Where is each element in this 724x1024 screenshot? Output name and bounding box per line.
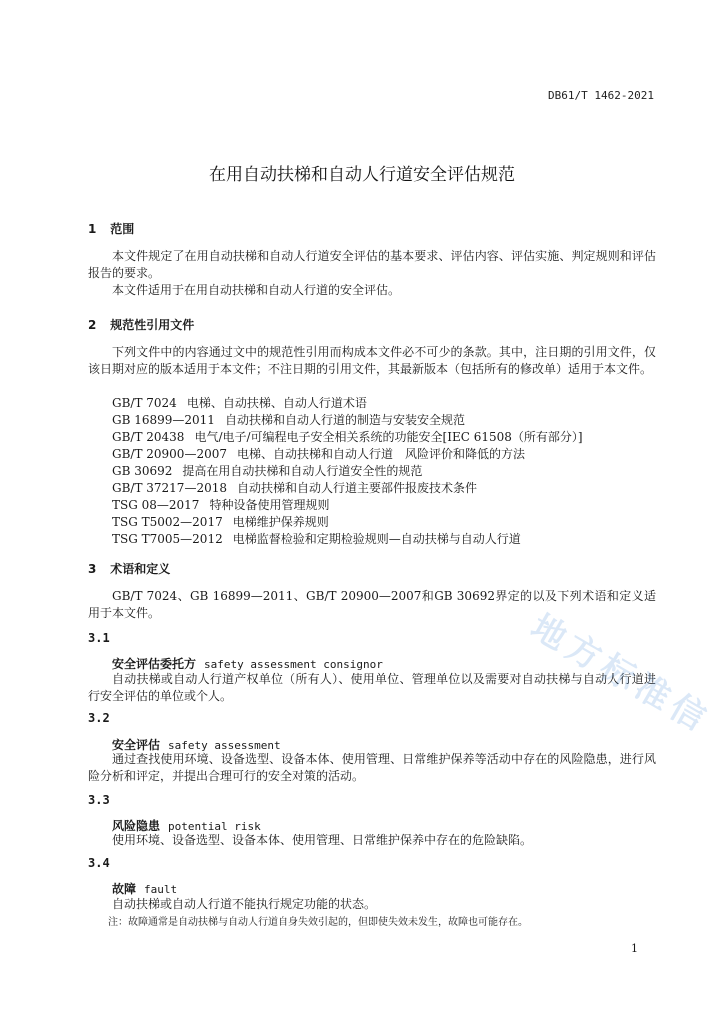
section-2-heading (88, 316, 194, 333)
section-title: 规范性引用文件 (110, 318, 195, 332)
reference-code: GB/T 20900—2007 (112, 447, 227, 461)
page-number: 1 (631, 942, 638, 955)
reference-name: 电梯、自动扶梯、自动人行道术语 (186, 396, 367, 410)
document-title: 在用自动扶梯和自动人行道安全评估规范 (209, 165, 515, 185)
term-number: 3.1 (88, 631, 110, 645)
reference-code: GB 16899—2011 (112, 413, 215, 427)
reference-name: 特种设备使用管理规则 (209, 498, 330, 512)
reference-name: 电梯、自动扶梯和自动人行道 风险评价和降低的方法 (236, 447, 525, 461)
reference-item (112, 428, 583, 445)
reference-item (112, 513, 329, 530)
scope-paragraph-2: 本文件适用于在用自动扶梯和自动人行道的安全评估。 (112, 283, 401, 297)
reference-item (112, 394, 367, 411)
section-title: 范围 (110, 222, 135, 236)
reference-name: 自动扶梯和自动人行道主要部件报废技术条件 (236, 481, 477, 495)
term-zh: 安全评估委托方 (112, 657, 197, 671)
reference-item (112, 445, 525, 462)
reference-code: GB 30692 (112, 464, 173, 478)
term-en: safety assessment consignor (204, 658, 383, 671)
term-zh: 安全评估 (112, 738, 161, 752)
section-title: 术语和定义 (110, 562, 171, 576)
reference-item (112, 496, 329, 513)
reference-name: 提高在用自动扶梯和自动人行道安全性的规范 (182, 464, 423, 478)
term-heading (112, 880, 177, 897)
reference-code: TSG T5002—2017 (112, 515, 223, 529)
terms-intro: GB/T 7024、GB 16899—2011、GB/T 20900—2007和GB 30692界定的以及下列术语和定义适用于本文件。 (88, 589, 656, 620)
standard-code: DB61/T 1462-2021 (548, 89, 654, 102)
section-1-heading (88, 220, 134, 237)
reference-item (112, 462, 422, 479)
reference-item (112, 530, 521, 547)
reference-item (112, 411, 465, 428)
reference-name: 电气/电子/可编程电子安全相关系统的功能安全[IEC 61508（所有部分）] (194, 430, 583, 444)
term-number: 3.3 (88, 793, 110, 807)
references-intro: 下列文件中的内容通过文中的规范性引用而构成本文件必不可少的条款。其中，注日期的引用文件，仅该日期对应的版本适用于本文件；不注日期的引用文件，其最新版本（包括所有的修改单）适用于本文件。 (88, 345, 656, 376)
term-zh: 故障 (112, 882, 137, 896)
section-number: 2 (88, 318, 97, 332)
reference-code: GB/T 7024 (112, 396, 177, 410)
term-number: 3.4 (88, 856, 110, 870)
term-en: fault (144, 883, 178, 896)
term-en: potential risk (168, 820, 261, 833)
term-definition: 自动扶梯或自动人行道不能执行规定功能的状态。 (112, 897, 377, 911)
reference-code: TSG 08—2017 (112, 498, 200, 512)
term-number: 3.2 (88, 711, 110, 725)
reference-name: 电梯维护保养规则 (232, 515, 329, 529)
term-note: 注：故障通常是自动扶梯与自动人行道自身失效引起的，但即使失效未发生，故障也可能存在。 (108, 917, 528, 928)
term-en: safety assessment (168, 739, 281, 752)
term-definition: 使用环境、设备选型、设备本体、使用管理、日常维护保养中存在的危险缺陷。 (112, 833, 533, 847)
reference-item (112, 479, 477, 496)
section-3-heading (88, 560, 170, 577)
term-zh: 风险隐患 (112, 819, 161, 833)
reference-code: GB/T 20438 (112, 430, 185, 444)
section-number: 1 (88, 222, 97, 236)
section-number: 3 (88, 562, 97, 576)
term-heading (112, 655, 383, 672)
watermark: 地方标准信 (524, 606, 718, 742)
reference-name: 自动扶梯和自动人行道的制造与安装安全规范 (224, 413, 465, 427)
reference-code: GB/T 37217—2018 (112, 481, 227, 495)
scope-paragraph-1: 本文件规定了在用自动扶梯和自动人行道安全评估的基本要求、评估内容、评估实施、判定规则和评估报告的要求。 (88, 249, 656, 280)
reference-code: TSG T7005—2012 (112, 532, 223, 546)
reference-name: 电梯监督检验和定期检验规则—自动扶梯与自动人行道 (232, 532, 521, 546)
term-definition: 自动扶梯或自动人行道产权单位（所有人）、使用单位、管理单位以及需要对自动扶梯与自动人行道进行安全评估的单位或个人。 (88, 672, 656, 703)
term-definition: 通过查找使用环境、设备选型、设备本体、使用管理、日常维护保养等活动中存在的风险隐患，进行风险分析和评定，并提出合理可行的安全对策的活动。 (88, 752, 656, 783)
